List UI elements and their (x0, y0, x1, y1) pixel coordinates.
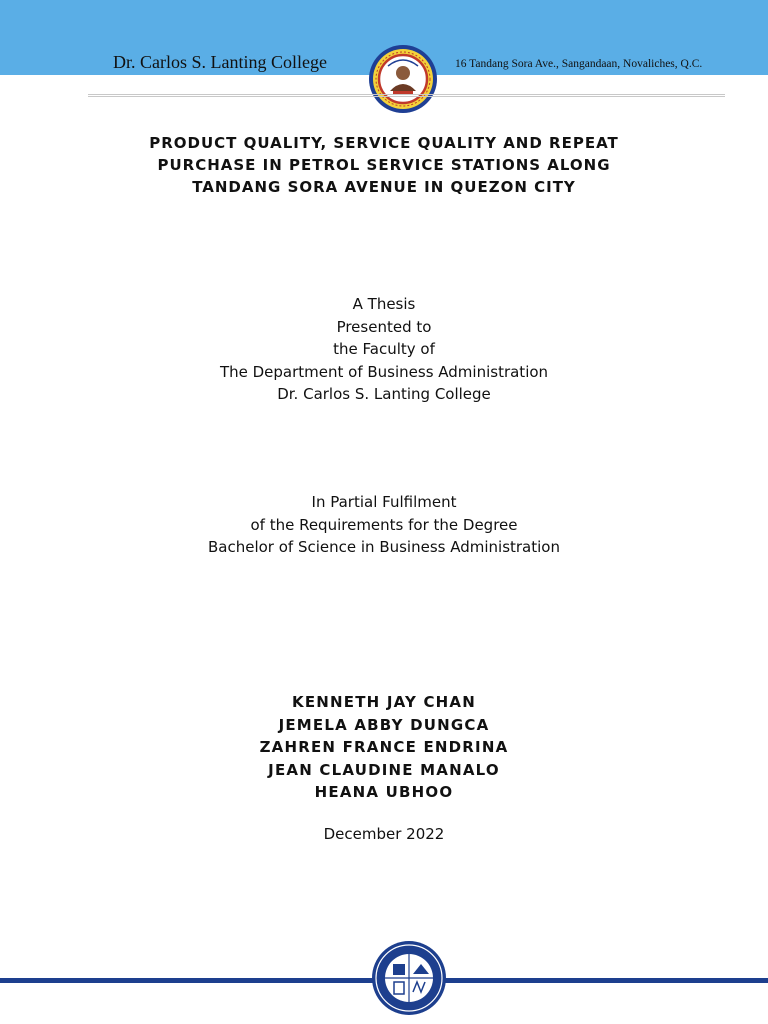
author-name: ZAHREN FRANCE ENDRINA (259, 738, 509, 756)
presentation-line: A Thesis (352, 295, 416, 313)
thesis-title (0, 132, 768, 198)
presentation-block (0, 293, 768, 406)
college-seal-icon (368, 44, 438, 114)
author-name: KENNETH JAY CHAN (292, 693, 476, 711)
fulfilment-block (0, 491, 768, 559)
author-name: JEAN CLAUDINE MANALO (268, 760, 500, 779)
fulfilment-line: of the Requirements for the Degree (250, 515, 518, 534)
presentation-line: Dr. Carlos S. Lanting College (277, 385, 491, 403)
college-name: Dr. Carlos S. Lanting College (113, 52, 327, 72)
presentation-line: The Department of Business Administration (219, 362, 549, 381)
title-line: TANDANG SORA AVENUE IN QUEZON CITY (192, 178, 576, 196)
author-name: HEANA UBHOO (314, 783, 454, 801)
header-rule (88, 94, 725, 97)
fulfilment-line: Bachelor of Science in Business Administration (207, 538, 560, 556)
author-name: JEMELA ABBY DUNGCA (278, 715, 490, 734)
college-address: 16 Tandang Sora Ave., Sangandaan, Novaliches, Q.C. (455, 58, 703, 70)
presentation-line: the Faculty of (333, 340, 435, 358)
title-line: PRODUCT QUALITY, SERVICE QUALITY AND REPEAT (149, 134, 619, 152)
submission-date: December 2022 (323, 825, 445, 843)
college-of-management-seal-icon (371, 940, 447, 1016)
fulfilment-line: In Partial Fulfilment (311, 493, 457, 511)
authors-block (0, 691, 768, 804)
presentation-line: Presented to (336, 317, 432, 336)
title-line: PURCHASE IN PETROL SERVICE STATIONS ALONG (157, 156, 611, 174)
